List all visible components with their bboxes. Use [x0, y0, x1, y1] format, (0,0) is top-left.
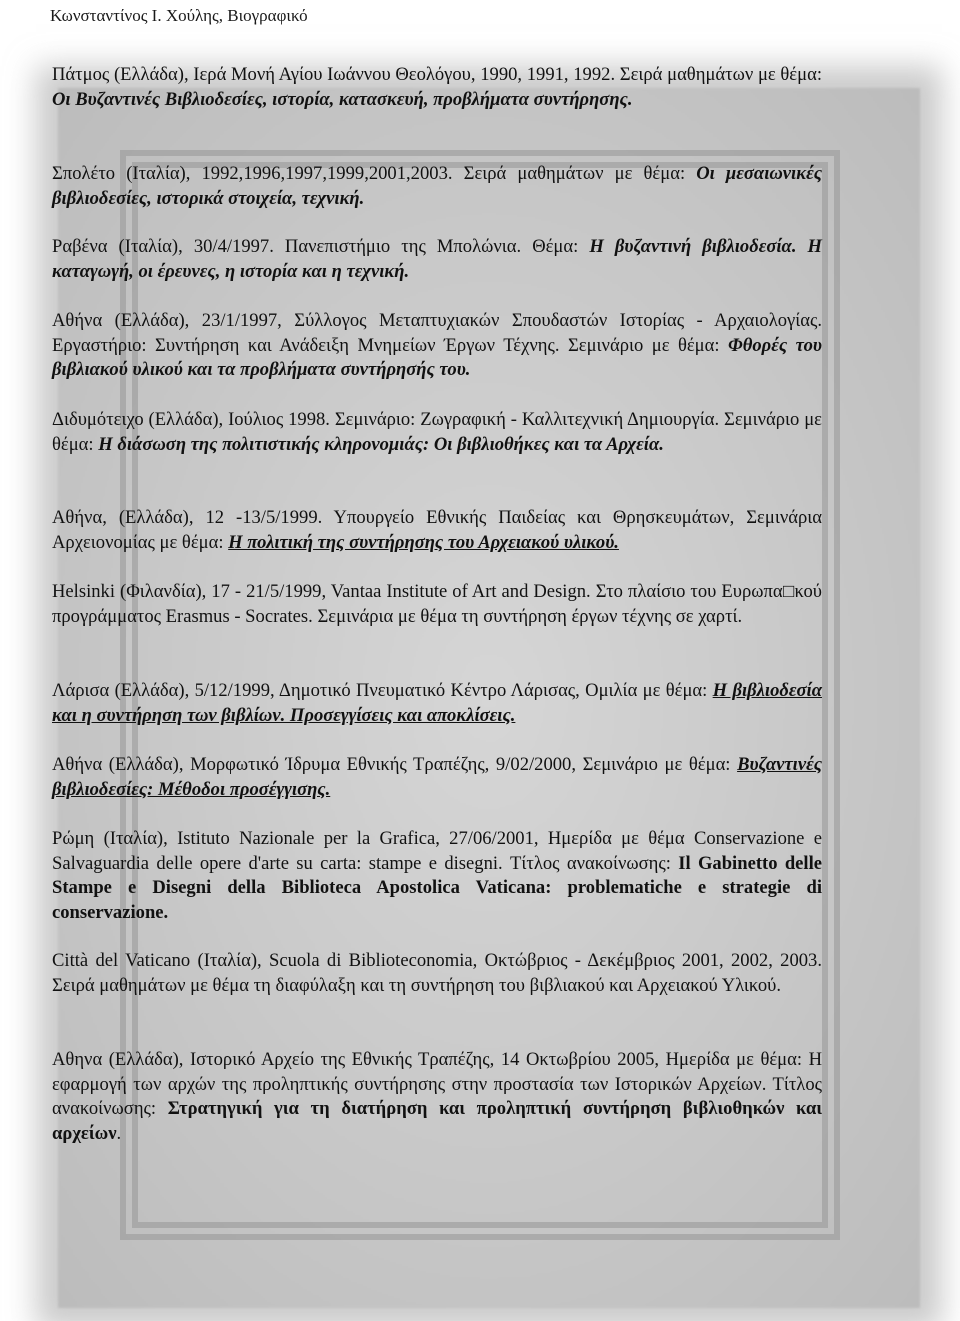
entry-text: Σπολέτο (Ιταλία), 1992,1996,1997,1999,2001,2003. Σειρά μαθημάτων με θέμα:: [52, 163, 697, 184]
entry-topic: Η διάσωση της πολιτιστικής κληρονομιάς: Οι βιβλιοθήκες και τα Αρχεία.: [98, 433, 664, 455]
entry-larisa: [52, 679, 822, 728]
entry-didymoteicho: [52, 408, 822, 457]
entry-helsinki: [52, 580, 822, 629]
entry-topic: Η βυζαντινή βιβλιοδεσία. Η καταγωγή, οι έρευνες, η ιστορία και η τεχνική.: [52, 236, 822, 282]
entry-topic: Il Gabinetto delle Stampe e Disegni della Biblioteca Apostolica Vaticana: problematiche e strategie di conservazione.: [52, 852, 823, 923]
entry-text: Λάρισα (Ελλάδα), 5/12/1999, Δημοτικό Πνευματικό Κέντρο Λάρισας, Ομιλία με θέμα:: [52, 680, 713, 701]
entry-ravenna: [52, 235, 822, 284]
entry-text: Διδυμότειχο (Ελλάδα), Ιούλιος 1998. Σεμινάριο: Ζωγραφική - Καλλιτεχνική Δημιουργία. Σεμινάριο με θέμα:: [52, 409, 822, 455]
entry-text: Πάτμος (Ελλάδα), Ιερά Μονή Αγίου Ιωάννου Θεολόγου, 1990, 1991, 1992. Σειρά μαθημάτων με θέμα:: [52, 64, 822, 85]
entry-text: Città del Vaticano (Ιταλία), Scuola di Biblioteconomia, Οκτώβριος - Δεκέμβριος 2001, 2002, 2003. Σειρά μαθημάτων με θέμα τη διαφύλαξη και τη συντήρηση του βιβλιακού και Αρχειακού Υλικού.: [52, 950, 822, 996]
entry-topic: Οι μεσαιωνικές βιβλιοδεσίες, ιστορικά στοιχεία, τεχνική.: [52, 163, 822, 209]
entry-topic: Φθορές του βιβλιακού υλικού και τα προβλήματα συντήρησής του.: [52, 334, 822, 381]
entry-topic: Βυζαντινές βιβλιοδεσίες: Μέθοδοι προσέγγισης.: [52, 754, 822, 800]
entry-patmos: [52, 63, 822, 112]
entry-roma: [52, 827, 822, 925]
document-header: Κωνσταντίνος Ι. Χούλης, Βιογραφικό: [50, 6, 308, 25]
entry-vaticano: [52, 949, 822, 998]
entry-text: Αθήνα (Ελλάδα), 23/1/1997, Σύλλογος Μεταπτυχιακών Σπουδαστών Ιστορίας - Αρχαιολογίας. Εργαστήριο: Συντήρηση και Ανάδειξη Μνημείων Έργων Τέχνης. Σεμινάριο με θέμα:: [52, 310, 822, 356]
entry-topic: Η πολιτική της συντήρησης του Αρχειακού υλικού.: [228, 531, 619, 553]
entry-athens-1997: [52, 309, 822, 383]
entry-text: Helsinki (Φιλανδία), 17 - 21/5/1999, Vantaa Institute of Art and Design. Στο πλαίσιο του Ευρωπα□κού προγράμματος Erasmus - Socrates. Σεμινάρια με θέμα τη συντήρηση έργων τέχνης σε χαρτί.: [52, 581, 822, 627]
entry-text: Αθηνα (Ελλάδα), Ιστορικό Αρχείο της Εθνικής Τραπέζης, 14 Οκτωβρίου 2005, Ημερίδα με θέμα: Η εφαρμογή των αρχών της προληπτικής συντήρησης στην προστασία των Ιστορικών Αρχείων. Τίτλος ανακοίνωσης:: [52, 1049, 822, 1120]
entry-topic: Οι Βυζαντινές Βιβλιοδεσίες, ιστορία, κατασκευή, προβλήματα συντήρησης.: [52, 88, 633, 110]
entry-text: Ραβένα (Ιταλία), 30/4/1997. Πανεπιστήμιο της Μπολώνια. Θέμα:: [52, 236, 590, 257]
entry-athens-2000: [52, 753, 822, 802]
entry-topic: Στρατηγική για τη διατήρηση και προληπτική συντήρηση βιβλιοθηκών και αρχείων: [52, 1098, 822, 1144]
entry-athens-1999: [52, 506, 822, 555]
entry-text: Ρώμη (Ιταλία), Istituto Nazionale per la Grafica, 27/06/2001, Ημερίδα με θέμα Conservazione e Salvaguardia delle opere d'arte su carta: stampe e disegni. Τίτλος ανακοίνωσης:: [52, 828, 822, 874]
entry-text: Αθήνα, (Ελλάδα), 12 -13/5/1999. Υπουργείο Εθνικής Παιδείας και Θρησκευμάτων, Σεμινάρια Αρχειονομίας με θέμα:: [52, 507, 822, 553]
entry-text: Αθήνα (Ελλάδα), Μορφωτικό Ίδρυμα Εθνικής Τραπέζης, 9/02/2000, Σεμινάριο με θέμα:: [52, 754, 738, 775]
entry-topic: Η βιβλιοδεσία και η συντήρηση των βιβλίων. Προσεγγίσεις και αποκλίσεις.: [52, 680, 822, 726]
entry-spoleto: [52, 162, 822, 211]
entry-athens-2005: [52, 1048, 822, 1146]
entry-tail: .: [116, 1122, 122, 1144]
